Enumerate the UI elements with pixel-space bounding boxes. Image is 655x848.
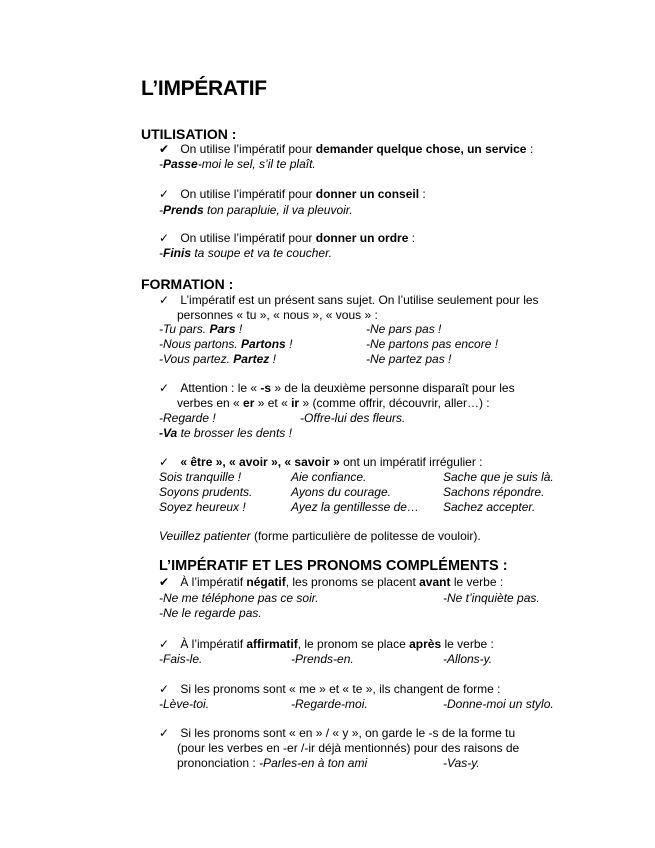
formation-point-1-line2: personnes « tu », « nous », « vous » : [177,308,378,322]
pronoms-example: -Lève-toi. [159,697,210,711]
pronoms-point-negatif: ✔ À l’impératif négatif, les pronoms se placent avant le verbe : [159,575,504,589]
checkmark-icon: ✓ [159,637,170,651]
veuillez-note: Veuillez patienter (forme particulière de politesse de vouloir). [159,529,481,543]
formation-example-va: -Va te brosser les dents ! [159,426,292,440]
checkmark-icon: ✔ [159,142,170,156]
pronoms-example: -Allons-y. [443,652,493,666]
formation-example-regarde: -Regarde ! [159,411,216,425]
formation-row-1-b: -Ne pars pas ! [366,322,442,336]
irregular-grid-cell: Sache que je suis là. [443,470,554,484]
irregular-grid-cell: Sachez accepter. [443,500,536,514]
irregular-grid-cell: Ayez la gentillesse de… [291,500,419,514]
irregular-grid-cell: Ayons du courage. [291,485,391,499]
pronoms-point-en-y-line2: (pour les verbes en -er /-ir déjà mentionnés) pour des raisons de [177,741,520,755]
formation-row-2-b: -Ne partons pas encore ! [366,337,499,351]
pronoms-example: -Prends-en. [291,652,354,666]
pronoms-heading: L’IMPÉRATIF ET LES PRONOMS COMPLÉMENTS : [159,558,508,574]
pronoms-example: -Vas-y. [443,756,480,770]
pronoms-example: -Ne t’inquiète pas. [443,591,540,605]
formation-row-1-a: -Tu pars. Pars ! [159,322,243,336]
formation-point-3: ✓ « être », « avoir », « savoir » ont un impératif irrégulier : [159,455,483,469]
checkmark-icon: ✓ [159,381,170,395]
pronoms-example: -Donne-moi un stylo. [443,697,554,711]
irregular-grid-cell: Soyons prudents. [159,485,253,499]
irregular-grid-cell: Sachons répondre. [443,485,545,499]
formation-row-3-a: -Vous partez. Partez ! [159,352,276,366]
formation-point-2: ✓ Attention : le « -s » de la deuxième personne disparaît pour les [159,381,515,395]
utilisation-example-3: -Finis ta soupe et va te coucher. [159,246,332,260]
pronoms-example: -Fais-le. [159,652,203,666]
pronoms-point-me-te: ✓ Si les pronoms sont « me » et « te », ils changent de forme : [159,682,501,696]
irregular-grid-cell: Soyez heureux ! [159,500,246,514]
formation-row-2-a: -Nous partons. Partons ! [159,337,293,351]
utilisation-item-1: ✔ On utilise l’impératif pour demander quelque chose, un service : [159,142,534,156]
formation-heading: FORMATION : [141,276,234,292]
checkmark-icon: ✓ [159,231,170,245]
formation-point-2-line2: verbes en « er » et « ir » (comme offrir, découvrir, aller…) : [177,396,490,410]
pronoms-point-en-y-line3: prononciation : -Parles-en à ton ami [177,756,368,770]
utilisation-heading: UTILISATION : [141,126,237,142]
pronoms-example: -Regarde-moi. [291,697,368,711]
pronoms-example: -Ne me téléphone pas ce soir. [159,591,319,605]
page-title: L’IMPÉRATIF [141,77,267,100]
pronoms-point-affirmatif: ✓ À l’impératif affirmatif, le pronom se place après le verbe : [159,637,494,651]
irregular-grid-cell: Sois tranquille ! [159,470,242,484]
checkmark-icon: ✓ [159,455,170,469]
irregular-grid-cell: Aie confiance. [291,470,367,484]
pronoms-example: -Ne le regarde pas. [159,606,262,620]
utilisation-item-2: ✓ On utilise l’impératif pour donner un conseil : [159,187,426,201]
formation-row-3-b: -Ne partez pas ! [366,352,452,366]
pronoms-point-en-y: ✓ Si les pronoms sont « en » / « y », on garde le -s de la forme tu [159,726,516,740]
checkmark-icon: ✔ [159,575,170,589]
utilisation-item-3: ✓ On utilise l’impératif pour donner un ordre : [159,231,416,245]
checkmark-icon: ✓ [159,726,170,740]
checkmark-icon: ✓ [159,293,170,307]
checkmark-icon: ✓ [159,187,170,201]
formation-example-offre: -Offre-lui des fleurs. [300,411,406,425]
utilisation-example-2: -Prends ton parapluie, il va pleuvoir. [159,203,353,217]
utilisation-example-1: -Passe-moi le sel, s’il te plaît. [159,157,316,171]
checkmark-icon: ✓ [159,682,170,696]
formation-point-1: ✓ L’impératif est un présent sans sujet. On l’utilise seulement pour les [159,293,539,307]
